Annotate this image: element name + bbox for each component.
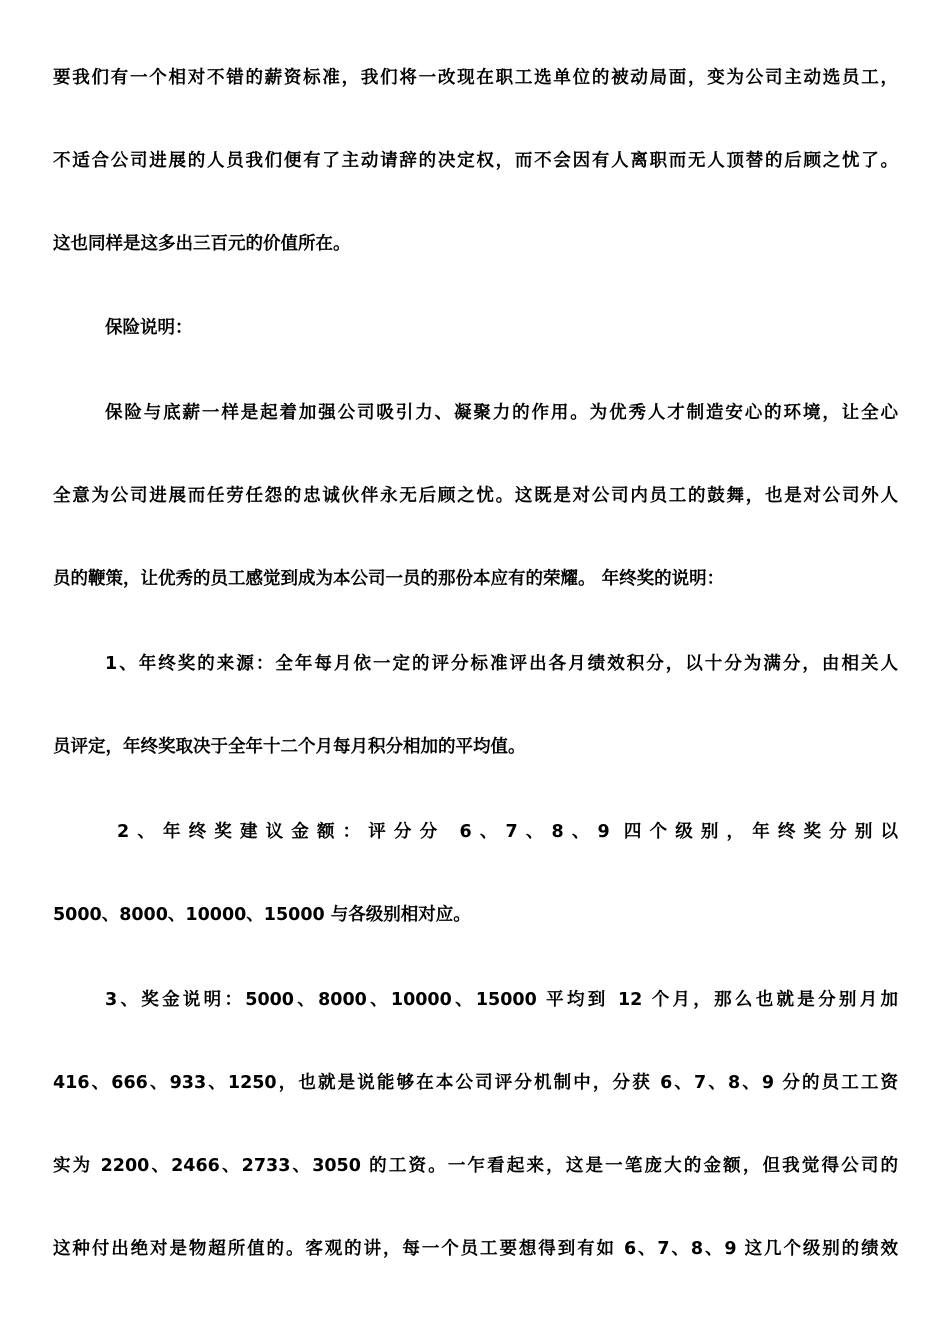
paragraph-line: 员评定，年终奖取决于全年十二个月每月积分相加的平均值。: [53, 737, 526, 757]
paragraph-line: 保险与底薪一样是起着加强公司吸引力、凝聚力的作用。为优秀人才制造安心的环境，让全心: [105, 403, 898, 423]
paragraph-line: 5000、8000、10000、15000 与各级别相对应。: [53, 905, 471, 925]
paragraph-line: 实为 2200、2466、2733、3050 的工资。一乍看起来，这是一笔庞大的金额，但我觉得公司的: [53, 1156, 898, 1176]
list-item-1: 1、年终奖的来源：全年每月依一定的评分标准评出各月绩效积分，以十分为满分，由相关人: [105, 654, 898, 674]
section-heading-insurance: 保险说明：: [105, 318, 193, 338]
paragraph-line: 416、666、933、1250，也就是说能够在本公司评分机制中，分获 6、7、8、9 分的员工工资: [53, 1073, 898, 1093]
list-item-2: 2、年终奖建议金额：评分分 6、7、8、9 四个级别，年终奖分别以: [117, 822, 898, 842]
paragraph-line: 员的鞭策，让优秀的员工感觉到成为本公司一员的那份本应有的荣耀。 年终奖的说明：: [53, 569, 725, 589]
paragraph-line: 要我们有一个相对不错的薪资标准，我们将一改现在职工选单位的被动局面，变为公司主动选员工，: [53, 68, 898, 88]
paragraph-line: 不适合公司进展的人员我们便有了主动请辞的决定权，而不会因有人离职而无人顶替的后顾之忧了。: [53, 151, 898, 171]
list-item-3: 3、奖金说明：5000、8000、10000、15000 平均到 12 个月，那么也就是分别月加: [105, 990, 898, 1010]
paragraph-line: 这也同样是这多出三百元的价值所在。: [53, 234, 351, 254]
paragraph-line: 这种付出绝对是物超所值的。客观的讲，每一个员工要想得到有如 6、7、8、9 这几个级别的绩效: [53, 1239, 898, 1259]
paragraph-line: 全意为公司进展而任劳任怨的忠诚伙伴永无后顾之忧。这既是对公司内员工的鼓舞，也是对公司外人: [53, 486, 898, 506]
